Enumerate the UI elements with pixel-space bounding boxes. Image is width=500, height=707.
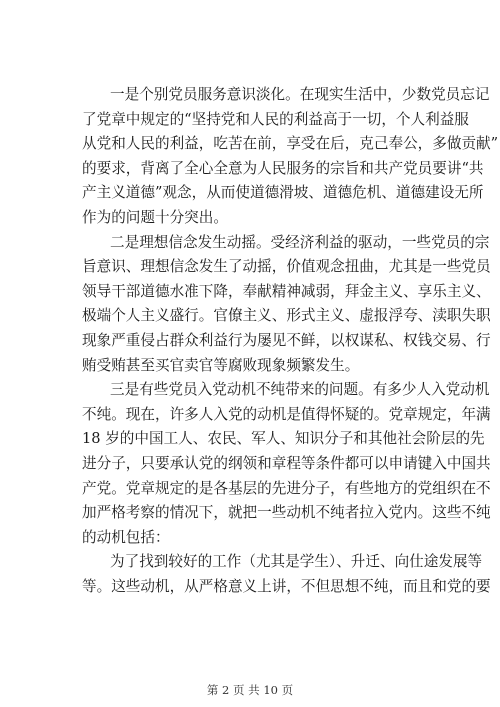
text-line: 二是理想信念发生动摇。受经济利益的驱动，一些党员的宗: [110, 233, 490, 251]
text-line: 从党和人民的利益，吃苦在前，享受在后，克己奉公，多做贡献”: [82, 135, 499, 153]
text-line: 产主义道德”观念，从而使道德滑坡、道德危机、道德建设无所: [82, 184, 484, 202]
text-line: 了党章中规定的“坚持党和人民的利益高于一切，个人利益服: [82, 110, 469, 128]
text-line: 为了找到较好的工作（尤其是学生）、升迁、向仕途发展等: [110, 553, 483, 571]
text-line: 旨意识、理想信念发生了动摇，价值观念扭曲，尤其是一些党员: [82, 258, 491, 276]
text-line: 现象严重侵占群众利益行为屡见不鲜，以权谋私、权钱交易、行: [82, 331, 491, 349]
text-line: 三是有些党员入党动机不纯带来的问题。有多少人入党动机: [110, 381, 490, 399]
text-line: 加严格考察的情况下，就把一些动机不纯者拉入党内。这些不纯: [82, 504, 491, 522]
text-line: 一是个别党员服务意识淡化。在现实生活中，少数党员忘记: [110, 86, 490, 103]
text-line: 的动机包括：: [82, 528, 170, 546]
text-line: 领导干部道德水准下降，奉献精神减弱，拜金主义、享乐主义、: [82, 282, 491, 300]
text-line: 18 岁的中国工人、农民、军人、知识分子和其他社会阶层的先: [82, 430, 485, 448]
text-line: 不纯。现在，许多人入党的动机是值得怀疑的。党章规定，年满: [82, 405, 491, 423]
text-line: 极端个人主义盛行。官僚主义、形式主义、虚报浮夸、渎职失职: [82, 307, 491, 325]
page-footer: 第 2 页 共 10 页: [206, 683, 294, 697]
text-line: 等。这些动机，从严格意义上讲，不但思想不纯，而且和党的要: [82, 577, 491, 595]
text-line: 产党。党章规定的是各基层的先进分子，有些地方的党组织在不: [82, 479, 491, 497]
text-line: 进分子，只要承认党的纲领和章程等条件都可以申请键入中国共: [82, 454, 491, 472]
text-line: 贿受贿甚至买官卖官等腐败现象频繁发生。: [82, 356, 360, 374]
document-body: [82, 83, 499, 599]
text-line: 作为的问题十分突出。: [82, 208, 228, 226]
text-line: 的要求，背离了全心全意为人民服务的宗旨和共产党员要讲“共: [82, 159, 484, 177]
